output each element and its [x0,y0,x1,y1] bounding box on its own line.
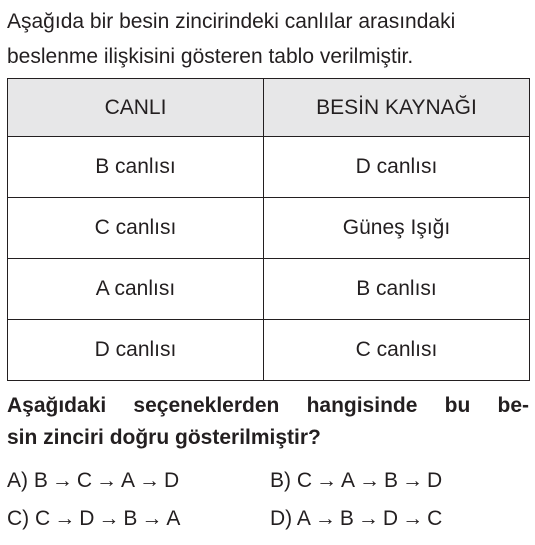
question-line-2: sin zinciri doğru gösterilmiştir? [7,426,321,449]
organism-cell: A canlısı [8,259,264,320]
food-chain-table [7,78,530,381]
table-row [8,320,530,381]
chain-step: C [427,507,443,530]
option-c[interactable] [7,505,180,533]
arrow-icon: → [314,507,336,530]
arrow-icon: → [139,469,161,492]
food-source-cell: B canlısı [264,259,530,320]
arrow-icon: → [54,507,76,530]
intro-line-1: Aşağıda bir besin zincirindeki canlılar arasındaki [7,10,456,33]
arrow-icon: → [357,507,379,530]
option-letter: C) [7,507,30,530]
question-line-1: Aşağıdaki seçeneklerden hangisinde bu be- [7,394,529,417]
food-source-cell: Güneş Işığı [264,198,530,259]
arrow-icon: → [98,507,120,530]
chain-step: B [339,507,354,530]
chain-step: A [166,507,181,530]
food-source-cell: D canlısı [264,137,530,198]
arrow-icon: → [316,469,338,492]
chain-step: C [76,469,93,492]
chain-step: B [384,469,399,492]
chain-step: A [296,507,311,530]
arrow-icon: → [359,469,381,492]
arrow-icon: → [402,507,424,530]
chain-step: D [427,469,443,492]
table-row [8,198,530,259]
chain-step: A [341,469,356,492]
table-row [8,259,530,320]
chain-step: A [121,469,136,492]
table-row [8,137,530,198]
chain-step: B [33,469,48,492]
chain-step: D [164,469,180,492]
chain-step: B [123,507,138,530]
header-organism: CANLI [8,79,264,137]
arrow-icon: → [51,469,73,492]
table-header-row [8,79,530,137]
option-a[interactable] [7,467,179,495]
option-b[interactable] [270,467,442,495]
option-letter: D) [270,507,293,530]
chain-step: D [79,507,95,530]
chain-step: D [382,507,399,530]
organism-cell: D canlısı [8,320,264,381]
option-letter: A) [7,469,28,492]
header-food-source: BESİN KAYNAĞI [264,79,530,137]
option-letter: B) [270,469,291,492]
organism-cell: C canlısı [8,198,264,259]
intro-line-2: beslenme ilişkisini gösteren tablo verilmiştir. [7,45,414,68]
arrow-icon: → [96,469,118,492]
organism-cell: B canlısı [8,137,264,198]
food-source-cell: C canlısı [264,320,530,381]
arrow-icon: → [141,507,163,530]
chain-step: C [35,507,51,530]
arrow-icon: → [402,469,424,492]
question-text [7,390,529,454]
chain-step: C [296,469,313,492]
option-d[interactable] [270,505,442,533]
intro-text [7,4,535,74]
